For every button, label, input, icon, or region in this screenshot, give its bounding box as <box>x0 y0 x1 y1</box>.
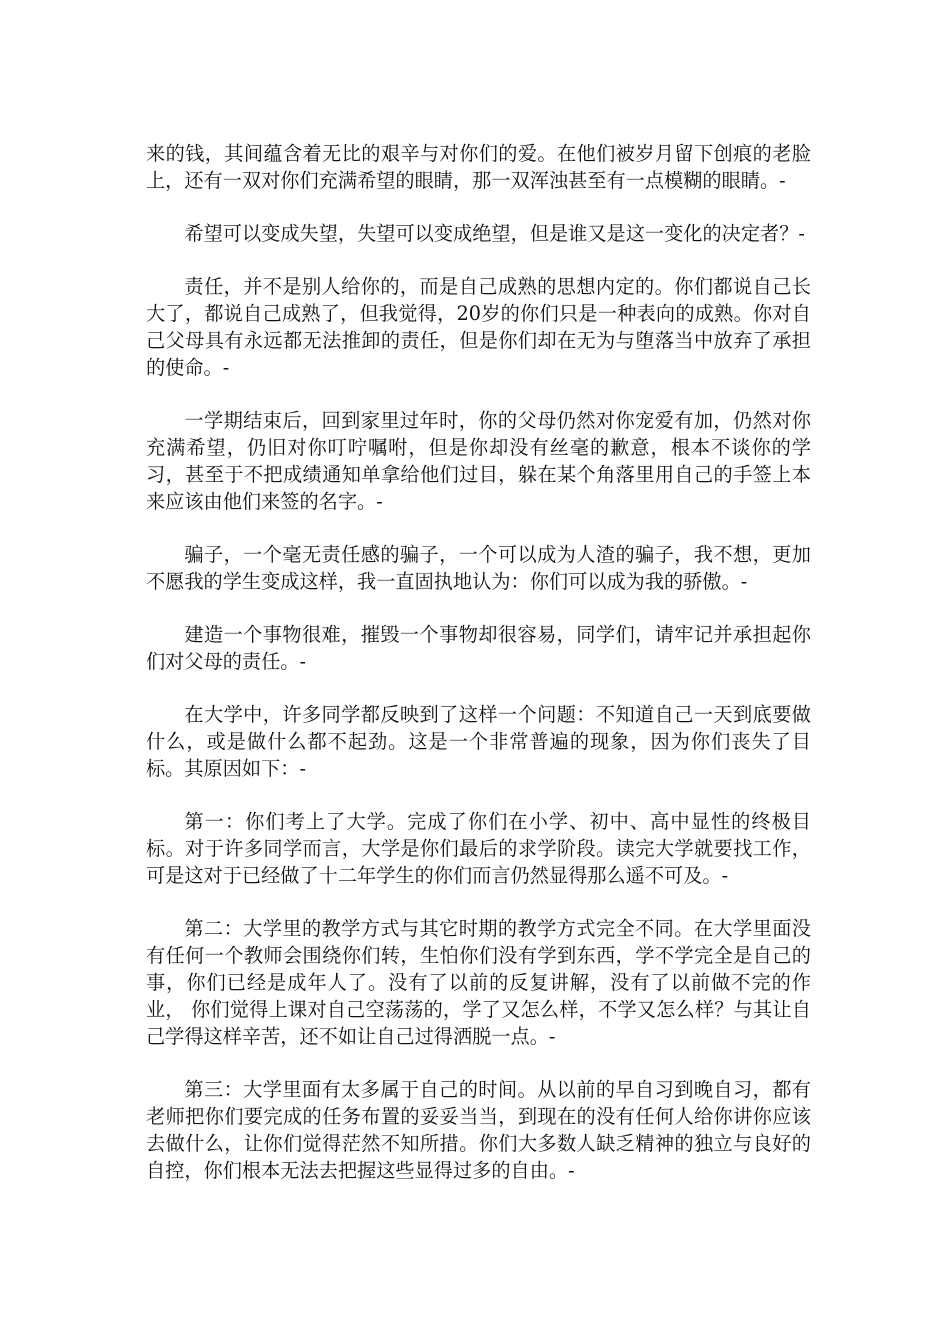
paragraph-1: 来的钱，其间蕴含着无比的艰辛与对你们的爱。在他们被岁月留下创痕的老脸上，还有一双对你们充满希望的眼睛，那一双浑浊甚至有一点模糊的眼睛。- <box>146 142 811 192</box>
paragraph-10: 第三：大学里面有太多属于自己的时间。从以前的早自习到晚自习，都有老师把你们要完成的任务布置的妥妥当当，到现在的没有任何人给你讲你应该去做什么，让你们觉得茫然不知所措。你们大多数人缺乏精神的独立与良好的自控，你们根本无法去把握这些显得过多的自由。- <box>146 1078 811 1182</box>
paragraph-7: 在大学中，许多同学都反映到了这样一个问题：不知道自己一天到底要做什么，或是做什么都不起劲。这是一个非常普遍的现象，因为你们丧失了目标。其原因如下：- <box>146 703 811 780</box>
paragraph-5: 骗子，一个毫无责任感的骗子，一个可以成为人渣的骗子，我不想，更加不愿我的学生变成这样，我一直固执地认为：你们可以成为我的骄傲。- <box>146 543 811 593</box>
paragraph-3: 责任，并不是别人给你的，而是自己成熟的思想内定的。你们都说自己长大了，都说自己成熟了，但我觉得，20岁的你们只是一种表向的成熟。你对自己父母具有永远都无法推卸的责任，但是你们却在无为与堕落当中放弃了承担的使命。- <box>146 275 811 379</box>
paragraph-4: 一学期结束后，回到家里过年时，你的父母仍然对你宠爱有加，仍然对你充满希望，仍旧对你叮咛嘱咐，但是你却没有丝毫的歉意，根本不谈你的学习，甚至于不把成绩通知单拿给他们过目，躲在某个角落里用自己的手签上本来应该由他们来签的名字。- <box>146 409 811 513</box>
paragraph-8: 第一：你们考上了大学。完成了你们在小学、初中、高中显性的终极目标。对于许多同学而言，大学是你们最后的求学阶段。读完大学就要找工作，可是这对于已经做了十二年学生的你们而言仍然显得那么遥不可及。- <box>146 810 811 887</box>
paragraph-9: 第二：大学里的教学方式与其它时期的教学方式完全不同。在大学里面没有任何一个教师会围绕你们转，生怕你们没有学到东西，学不学完全是自己的事，你们已经是成年人了。没有了以前的反复讲解，没有了以前做不完的作业， 你们觉得上课对自己空荡荡的，学了又怎么样，不学又怎么样？与其让自己学得这样辛苦，还不如让自己过得洒脱一点。- <box>146 917 811 1048</box>
document-body <box>146 140 811 1210</box>
paragraph-2: 希望可以变成失望，失望可以变成绝望，但是谁又是这一变化的决定者？- <box>184 222 805 245</box>
paragraph-6: 建造一个事物很难，摧毁一个事物却很容易，同学们，请牢记并承担起你们对父母的责任。- <box>146 623 811 673</box>
